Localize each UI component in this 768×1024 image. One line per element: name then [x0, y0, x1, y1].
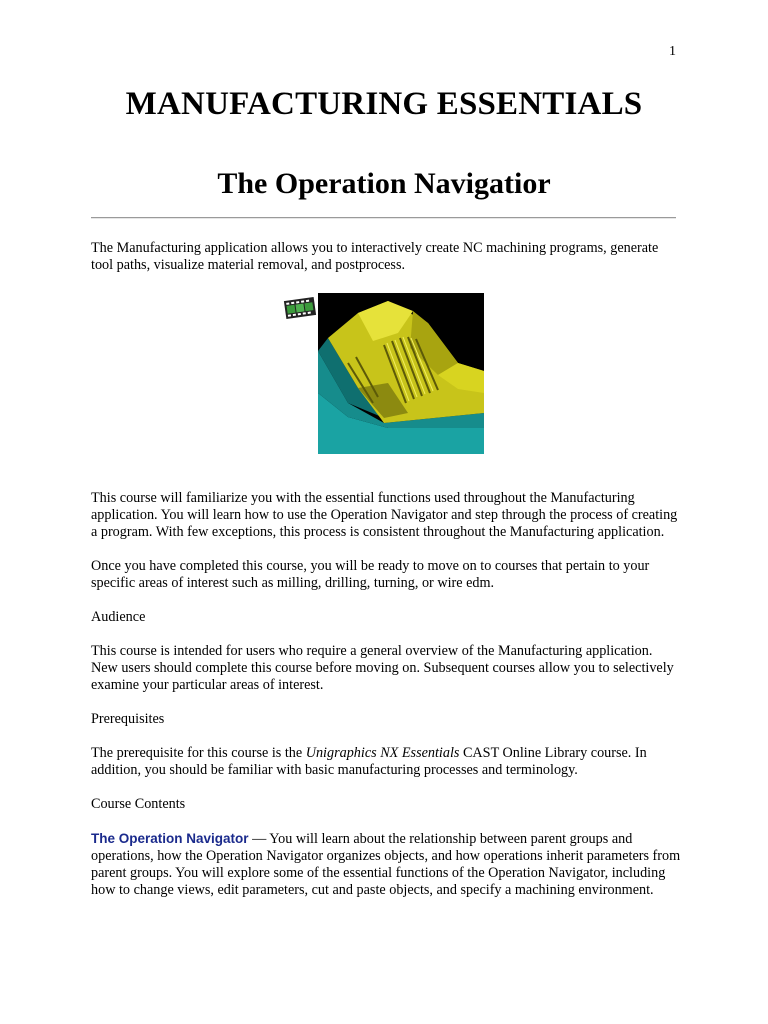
- horizontal-rule: [91, 217, 676, 219]
- audience-heading: Audience: [91, 609, 146, 625]
- prereq-text-start: The prerequisite for this course is the: [91, 745, 306, 761]
- page-number: 1: [669, 44, 676, 59]
- course-overview-paragraph: This course will familiarize you with the essential functions used throughout the Manufacturing application. You will learn how to use the Operation Navigator and step through the process of creating a program. With few exceptions, this process is consistent throughout the Manufacturing application.: [91, 490, 678, 540]
- document-subtitle: The Operation Navigatior: [217, 167, 551, 200]
- figure-spacer: [91, 291, 681, 490]
- prerequisites-paragraph: [91, 745, 681, 779]
- next-steps-paragraph: Once you have completed this course, you will be ready to move on to courses that pertain to your specific areas of interest such as milling, drilling, turning, or wire edm.: [91, 558, 650, 591]
- document-body: [91, 240, 681, 916]
- prereq-course-name: Unigraphics NX Essentials: [305, 745, 460, 761]
- operation-navigator-description: — You will learn about the relationship between parent groups and operations, how the Operation Navigator organizes objects, and how operations inherit parameters from parent groups. You will explore some of the essential functions of the Operation Navigator, including how to change views, edit parameters, cut and paste objects, and specify a machining environment.: [91, 831, 681, 898]
- operation-navigator-link[interactable]: The Operation Navigator: [91, 831, 249, 846]
- course-contents-heading: Course Contents: [91, 796, 186, 812]
- operation-navigator-paragraph: [91, 830, 681, 899]
- prereq-text-end: CAST Online Library course. In addition, you should be familiar with basic manufacturing processes and terminology.: [91, 745, 647, 778]
- intro-paragraph: The Manufacturing application allows you to interactively create NC machining programs, generate tool paths, visualize material removal, and postprocess.: [91, 240, 659, 273]
- prerequisites-heading: Prerequisites: [91, 711, 165, 727]
- audience-paragraph: This course is intended for users who require a general overview of the Manufacturing application. New users should complete this course before moving on. Subsequent courses allow you to selectively examine your particular areas of interest.: [91, 643, 674, 693]
- document-title: MANUFACTURING ESSENTIALS: [125, 86, 643, 122]
